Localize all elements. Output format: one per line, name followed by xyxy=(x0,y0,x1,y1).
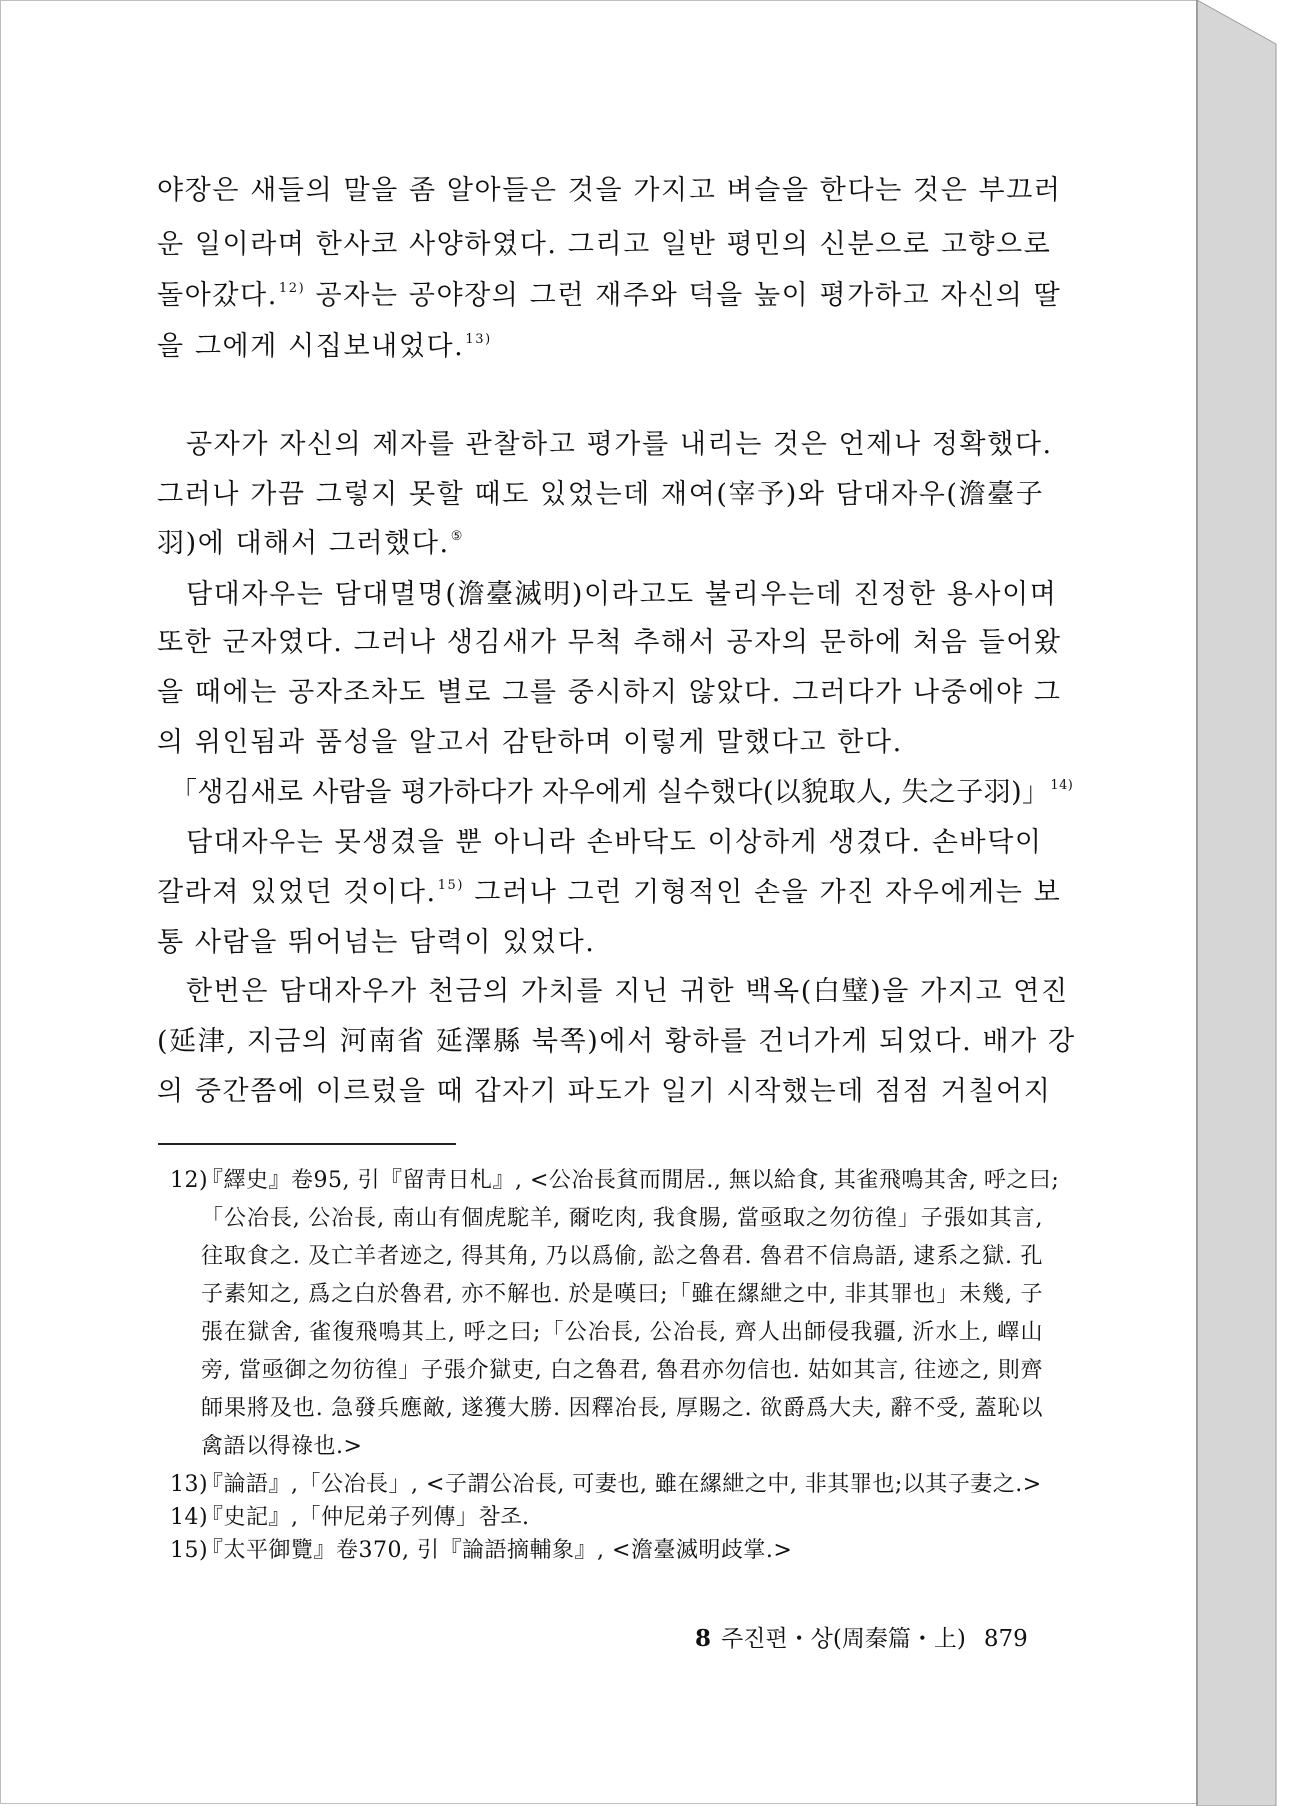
body-text: 羽)에 대해서 그러했다. xyxy=(157,528,450,559)
footnote-label: 15) xyxy=(170,1538,209,1563)
footnote-12-line: 師果將及也. 急發兵應敵, 遂獲大勝. 因釋冶長, 厚賜之. 欲爵爲大夫, 辭不受, 蓋恥以 xyxy=(201,1396,1043,1421)
running-footer xyxy=(695,1624,1028,1654)
footnote-12-line: 禽語以得祿也.> xyxy=(201,1434,363,1459)
body-text: 을 그에게 시집보내었다. xyxy=(157,331,465,362)
footnote-label: 13) xyxy=(170,1472,209,1497)
footnote-ref-5: ⑤ xyxy=(450,529,465,544)
paragraph-4-line-1: 담대자우는 못생겼을 뿐 아니라 손바닥도 이상하게 생겼다. 손바닥이 xyxy=(186,827,1043,858)
paragraph-2-line-2: 그러나 가끔 그렇지 못할 때도 있었는데 재여(宰予)와 담대자우(澹臺子 xyxy=(157,479,1045,510)
footnote-label: 14) xyxy=(170,1505,209,1530)
footnote-15-line: 『太平御覽』卷370, 引『論語摘輔象』, <澹臺滅明歧掌.> xyxy=(201,1538,793,1563)
paragraph-3-line-4: 의 위인됨과 품성을 알고서 감탄하며 이렇게 말했다고 한다. xyxy=(157,727,903,758)
footnote-14-line: 『史記』,「仲尼弟子列傳」참조. xyxy=(201,1505,530,1530)
paragraph-4-line-3: 통 사람을 뛰어넘는 담력이 있었다. xyxy=(157,927,596,958)
footnote-ref-14: 14) xyxy=(1050,778,1074,793)
paragraph-3-line-1: 담대자우는 담대멸명(澹臺滅明)이라고도 불리우는데 진정한 용사이며 xyxy=(186,579,1058,610)
footnote-13-line: 『論語』,「公冶長」, <子謂公冶長, 可妻也, 雖在縲紲之中, 非其罪也;以其子妻之.> xyxy=(201,1472,1042,1497)
body-text: 갈라져 있었던 것이다. xyxy=(157,877,437,908)
paragraph-4-line-2 xyxy=(157,876,1062,910)
footnote-label: 12) xyxy=(170,1168,209,1193)
footnote-12-line: 『繹史』卷95, 引『留靑日札』, <公冶長貧而閒居., 無以給食, 其雀飛鳴其舍, 呼之曰; xyxy=(201,1168,1060,1193)
footnote-ref-12: 12) xyxy=(278,281,306,296)
paragraph-1-line-3 xyxy=(157,279,1062,313)
book-side-edge xyxy=(1197,0,1276,1806)
page-number: 879 xyxy=(983,1626,1028,1652)
paragraph-1-line-4 xyxy=(157,330,492,364)
paragraph-5-line-2: (延津, 지금의 河南省 延澤縣 북쪽)에서 황하를 건너가게 되었다. 배가 강 xyxy=(157,1026,1076,1057)
paragraph-3-line-3: 을 때에는 공자조차도 별로 그를 중시하지 않았다. 그러다가 나중에야 그 xyxy=(157,677,1062,708)
chapter-title: 주진편・상(周秦篇・上) xyxy=(721,1626,966,1652)
footnote-12-line: 張在獄舍, 雀復飛鳴其上, 呼之曰;「公冶長, 公冶長, 齊人出師侵我疆, 沂水上, 嶧山 xyxy=(201,1320,1043,1345)
footnote-12-line: 「公冶長, 公冶長, 南山有個虎駝羊, 爾吃肉, 我食腸, 當亟取之勿彷徨」子張如其言, xyxy=(201,1206,1043,1231)
body-text: 돌아갔다. xyxy=(157,280,278,311)
paragraph-3-line-2: 또한 군자였다. 그러나 생김새가 무척 추해서 공자의 문하에 처음 들어왔 xyxy=(157,627,1062,658)
paragraph-5-line-3: 의 중간쯤에 이르렀을 때 갑자기 파도가 일기 시작했는데 점점 거칠어지 xyxy=(157,1076,1052,1107)
chapter-number: 8 xyxy=(695,1625,712,1652)
paragraph-2-line-3 xyxy=(157,527,464,561)
paragraph-1-line-1: 야장은 새들의 말을 좀 알아들은 것을 가지고 벼슬을 한다는 것은 부끄러 xyxy=(157,175,1062,206)
quotation xyxy=(170,776,1073,810)
quote-text: 「생김새로 사람을 평가하다가 자우에게 실수했다(以貌取人, 失之子羽)」 xyxy=(170,777,1050,808)
paragraph-5-line-1: 한번은 담대자우가 천금의 가치를 지닌 귀한 백옥(白璧)을 가지고 연진 xyxy=(186,976,1069,1007)
footnote-ref-15: 15) xyxy=(437,878,465,893)
paragraph-2-line-1: 공자가 자신의 제자를 관찰하고 평가를 내리는 것은 언제나 정확했다. xyxy=(186,429,1053,460)
footnote-12-line: 子素知之, 爲之白於魯君, 亦不解也. 於是嘆曰;「雖在縲紲之中, 非其罪也」未幾, 子 xyxy=(201,1282,1043,1307)
footnote-ref-13: 13) xyxy=(465,332,492,347)
footnote-12-line: 往取食之. 及亡羊者迹之, 得其角, 乃以爲偷, 訟之魯君. 魯君不信鳥語, 逮系之獄. 孔 xyxy=(201,1244,1043,1269)
body-text: 그러나 그런 기형적인 손을 가진 자우에게는 보 xyxy=(474,877,1062,908)
paragraph-1-line-2: 운 일이라며 한사코 사양하였다. 그리고 일반 평민의 신분으로 고향으로 xyxy=(157,229,1052,260)
footnote-separator xyxy=(158,1143,456,1145)
body-text: 공자는 공야장의 그런 재주와 덕을 높이 평가하고 자신의 딸 xyxy=(315,280,1062,311)
footnote-12-line: 旁, 當亟御之勿彷徨」子張介獄吏, 白之魯君, 魯君亦勿信也. 姑如其言, 往迹之, 則齊 xyxy=(201,1358,1043,1383)
